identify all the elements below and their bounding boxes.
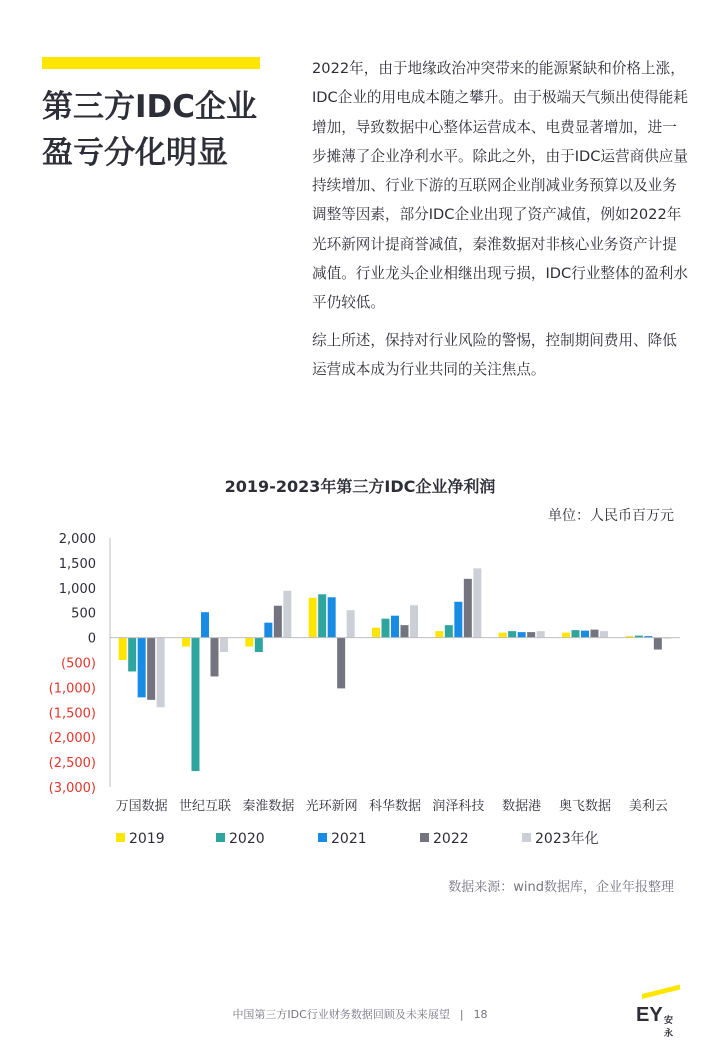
bar-2021-秦淮数据 [264, 623, 272, 638]
net-profit-chart [0, 520, 720, 860]
bar-2023年化-润泽科技 [473, 568, 481, 637]
category-label: 万国数据 [115, 799, 168, 814]
logo-beam [642, 985, 680, 999]
y-tick-label: 1,000 [58, 581, 96, 597]
bar-2022-奥飞数据 [591, 630, 599, 638]
bar-2023年化-世纪互联 [220, 638, 228, 652]
bar-2020-世纪互联 [192, 638, 200, 771]
bar-2022-光环新网 [337, 638, 345, 689]
bar-2021-润泽科技 [454, 602, 462, 638]
paragraph-1: 2022年，由于地缘政治冲突带来的能源紧缺和价格上涨，IDC企业的用电成本随之攀升。由于极端天气频出使得能耗增加，导致数据中心整体运营成本、电费显著增加，进一步摊薄了企业净利水平。除此之外，由于IDC运营商供应量持续增加、行业下游的互联网企业削减业务预算以及业务调整等因素，部分IDC企业出现了资产减值，例如2022年光环新网计提商誉减值，秦淮数据对非核心业务资产计提减值。行业龙头企业相继出现亏损，IDC行业整体的盈利水平仍较低。 [312, 60, 688, 312]
legend-label: 2022 [433, 831, 469, 847]
headline-line-1: 第三方IDC企业 [42, 89, 258, 125]
bar-2021-科华数据 [391, 616, 399, 638]
bar-2019-奥飞数据 [562, 633, 570, 638]
legend-swatch-2021 [318, 833, 327, 842]
legend-swatch-2022 [420, 833, 429, 842]
footer-separator: | [459, 1008, 464, 1021]
bar-2021-光环新网 [328, 597, 336, 637]
bar-2019-数据港 [499, 633, 507, 638]
body-text [312, 54, 688, 392]
y-tick-label: (3,000) [48, 781, 96, 796]
bar-2021-奥飞数据 [581, 631, 589, 638]
bar-2023年化-数据港 [537, 631, 545, 637]
bar-2022-润泽科技 [464, 579, 472, 638]
y-tick-label: (1,000) [48, 681, 96, 697]
footer-doc-title: 中国第三方IDC行业财务数据回顾及未来展望 [232, 1008, 450, 1021]
category-label: 世纪互联 [178, 799, 232, 814]
bar-2019-科华数据 [372, 628, 380, 638]
y-tick-label: (2,500) [48, 756, 96, 772]
bar-2019-光环新网 [309, 598, 317, 638]
headline-line-2: 盈亏分化明显 [42, 135, 228, 171]
y-tick-label: 500 [71, 606, 96, 622]
bar-2020-光环新网 [318, 594, 326, 637]
legend-swatch-2023年化 [522, 833, 531, 842]
bar-2021-万国数据 [138, 638, 146, 698]
accent-bar [42, 57, 260, 69]
category-label: 光环新网 [305, 799, 358, 814]
page-number: 18 [473, 1008, 488, 1021]
bar-2023年化-万国数据 [157, 638, 165, 708]
legend-label: 2021 [331, 831, 367, 847]
bar-2020-润泽科技 [445, 625, 453, 637]
legend-label: 2020 [229, 831, 265, 847]
headline [42, 84, 282, 176]
bar-2023年化-秦淮数据 [283, 591, 291, 638]
y-tick-label: (500) [61, 656, 96, 672]
bar-2020-数据港 [508, 631, 516, 637]
logo-sub: 安永 [664, 1016, 674, 1039]
bar-2019-润泽科技 [435, 631, 443, 637]
bar-2022-数据港 [527, 632, 535, 637]
category-label: 数据港 [502, 799, 542, 814]
bar-2021-数据港 [518, 632, 526, 637]
legend-label: 2019 [129, 831, 165, 847]
bar-2019-万国数据 [119, 638, 127, 660]
logo-mark: EY [636, 1004, 663, 1026]
bar-2023年化-奥飞数据 [600, 631, 608, 637]
y-tick-label: (1,500) [48, 706, 96, 722]
y-tick-label: 0 [87, 631, 96, 647]
bar-2020-秦淮数据 [255, 638, 263, 652]
ey-logo [636, 994, 680, 1039]
bar-2023年化-科华数据 [410, 605, 418, 637]
source-note: 数据来源：wind数据库，企业年报整理 [448, 880, 674, 895]
legend-label: 2023年化 [535, 831, 599, 847]
y-tick-label: (2,000) [48, 731, 96, 747]
bar-2021-世纪互联 [201, 612, 209, 637]
category-label: 秦淮数据 [242, 799, 295, 814]
legend-swatch-2019 [116, 833, 125, 842]
bar-2022-科华数据 [401, 625, 409, 637]
category-label: 美利云 [628, 799, 668, 814]
chart-title: 2019-2023年第三方IDC企业净利润 [224, 477, 496, 496]
bar-2022-美利云 [654, 638, 662, 650]
legend-swatch-2020 [216, 833, 225, 842]
y-tick-label: 2,000 [58, 532, 96, 547]
bar-2022-万国数据 [147, 638, 155, 700]
bar-2020-科华数据 [382, 619, 390, 638]
category-label: 科华数据 [368, 799, 422, 814]
category-label: 奥飞数据 [558, 799, 612, 814]
bar-2023年化-光环新网 [347, 610, 355, 637]
bar-2019-秦淮数据 [245, 638, 253, 647]
category-label: 润泽科技 [432, 799, 485, 814]
bar-2019-世纪互联 [182, 638, 190, 647]
bar-2020-万国数据 [128, 638, 136, 672]
y-tick-label: 1,500 [58, 556, 96, 572]
bar-2022-世纪互联 [211, 638, 219, 677]
footer [0, 1006, 720, 1022]
chart-unit: 单位：人民币百万元 [548, 508, 674, 524]
bar-2020-奥飞数据 [572, 630, 580, 637]
paragraph-2: 综上所述，保持对行业风险的警惕，控制期间费用、降低运营成本成为行业共同的关注焦点。 [312, 331, 677, 378]
bar-2022-秦淮数据 [274, 606, 282, 638]
